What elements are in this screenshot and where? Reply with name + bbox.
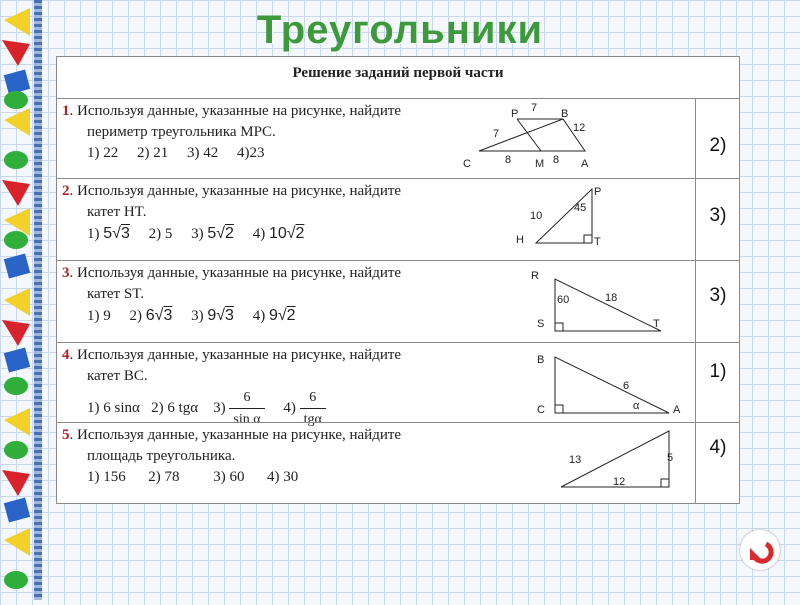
label-angle: 60 <box>557 294 570 306</box>
answer-cell <box>695 261 740 343</box>
triangle-figure-3 <box>527 265 677 341</box>
question-target: катет BC. <box>87 368 148 384</box>
table-row-2 <box>57 178 739 261</box>
question-number: 3 <box>62 265 70 281</box>
question-text: . Используя данные, указанные на рисунке, найдите <box>69 347 402 363</box>
question-target: катет ST. <box>87 286 144 302</box>
label-side-6: 6 <box>623 380 630 392</box>
option-2: 2) 78 <box>148 469 180 485</box>
triangle-figure-1 <box>457 101 607 177</box>
label-R: R <box>531 270 539 282</box>
option-1: 1) 22 <box>87 145 119 161</box>
answer-value: 3) <box>709 205 727 226</box>
label-P: P <box>594 186 602 198</box>
option-3-value: 5√2 <box>207 225 234 242</box>
question-number: 4 <box>62 347 70 363</box>
option-1: 1) 9 <box>87 308 111 324</box>
option-2: 2) 6 tgα <box>151 399 199 416</box>
question-number: 5 <box>62 427 70 443</box>
option-1-label: 1) <box>87 226 100 242</box>
answer-cell <box>695 423 740 503</box>
answer-options <box>62 305 401 327</box>
option-3-label: 3) <box>191 226 204 242</box>
question-cell <box>57 343 695 427</box>
notebook-spiral <box>34 0 42 600</box>
option-2-label: 2) <box>129 308 142 324</box>
question-text: . Используя данные, указанные на рисунке, найдите <box>69 265 402 281</box>
label-P: P <box>511 108 519 120</box>
label-side-13: 13 <box>569 454 582 466</box>
option-4: 4) 30 <box>267 469 299 485</box>
option-3: 3) 60 <box>213 469 245 485</box>
label-side-18: 18 <box>605 292 618 304</box>
answer-options <box>62 223 401 245</box>
option-3-fraction: $\frac{6}{\text{sin α}}$ <box>229 387 264 430</box>
question-cell <box>57 261 695 343</box>
answer-value: 2) <box>709 135 727 156</box>
option-4-label: 4) <box>283 399 296 416</box>
option-1: 1) 6 sinα <box>87 399 140 416</box>
option-4-fraction: $\frac{6}{\text{tgα}}$ <box>300 387 326 430</box>
undo-button[interactable] <box>740 530 780 570</box>
triangle-figure-5 <box>547 425 677 495</box>
label-B: B <box>561 108 569 120</box>
label-T: T <box>594 236 601 248</box>
question-target: периметр треугольника MPC. <box>87 124 276 140</box>
triangle-figure-4 <box>533 347 693 419</box>
solutions-table <box>56 56 740 504</box>
question-number: 2 <box>62 183 70 199</box>
label-A: A <box>673 404 681 416</box>
answer-value: 4) <box>709 437 727 458</box>
label-side-8-right: 8 <box>553 154 560 166</box>
option-4-label: 4) <box>252 226 266 242</box>
label-side-5: 5 <box>667 452 674 464</box>
label-C: C <box>463 158 471 170</box>
table-row-1 <box>57 98 739 179</box>
option-2: 2) 5 <box>148 226 173 242</box>
option-3-value: 9√3 <box>207 307 234 324</box>
undo-arrow-icon <box>740 530 780 570</box>
option-4-value: 10√2 <box>268 225 305 242</box>
label-side-7-top: 7 <box>531 102 538 114</box>
answer-value: 3) <box>709 285 727 306</box>
answer-value: 1) <box>709 361 727 382</box>
table-row-5 <box>57 422 739 503</box>
option-3-label: 3) <box>213 399 226 416</box>
label-H: H <box>516 234 524 246</box>
option-1-value: 5√3 <box>103 225 130 242</box>
question-text: . Используя данные, указанные на рисунке, найдите <box>69 103 402 119</box>
question-number: 1 <box>62 103 70 119</box>
table-header: Решение заданий первой части <box>292 65 504 81</box>
answer-options <box>62 467 401 488</box>
question-target: площадь треугольника. <box>87 448 236 464</box>
table-row-4 <box>57 342 739 427</box>
label-side-8-left: 8 <box>505 154 512 166</box>
label-S: S <box>537 318 545 330</box>
question-text: . Используя данные, указанные на рисунке, найдите <box>69 427 402 443</box>
label-M: M <box>535 158 545 170</box>
label-B: B <box>537 354 545 366</box>
page-title: Треугольники <box>256 8 544 52</box>
answer-cell <box>695 179 740 261</box>
answer-cell <box>695 99 740 179</box>
question-cell <box>57 423 695 503</box>
label-side-10: 10 <box>530 210 543 222</box>
label-angle: 45 <box>574 202 587 214</box>
question-text: . Используя данные, указанные на рисунке, найдите <box>69 183 402 199</box>
option-3: 3) 42 <box>187 145 219 161</box>
label-A: A <box>581 158 589 170</box>
option-4: 4)23 <box>237 145 265 161</box>
question-cell <box>57 179 695 261</box>
label-T: T <box>653 318 660 330</box>
table-row-3 <box>57 260 739 343</box>
option-3-label: 3) <box>191 308 204 324</box>
label-side-12: 12 <box>613 476 626 488</box>
question-target: катет HT. <box>87 204 147 220</box>
option-2: 2) 21 <box>137 145 169 161</box>
option-2-value: 6√3 <box>145 307 173 324</box>
label-side-7-left: 7 <box>493 128 500 140</box>
label-C: C <box>537 404 545 416</box>
option-1: 1) 156 <box>87 469 126 485</box>
triangle-figure-2 <box>512 183 622 259</box>
question-cell <box>57 99 695 179</box>
label-alpha: α <box>633 400 640 412</box>
answer-options <box>62 143 401 164</box>
option-4-label: 4) <box>252 308 266 324</box>
answer-cell <box>695 343 740 423</box>
option-4-value: 9√2 <box>268 307 296 324</box>
label-side-12: 12 <box>573 122 586 134</box>
